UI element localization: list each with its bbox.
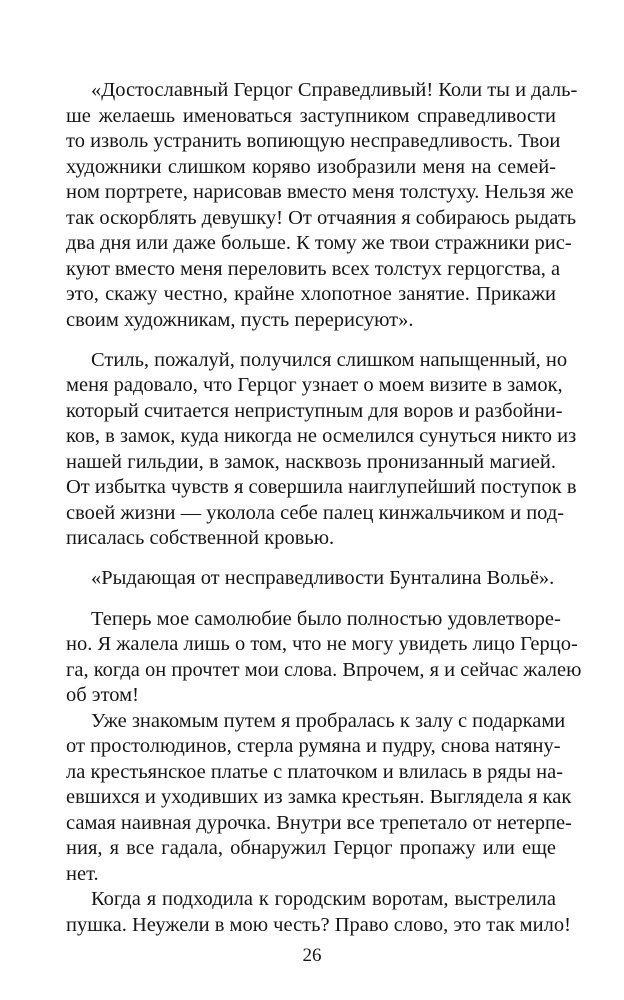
text-line: евшихся и уходивших из замка крестьян. Выглядела я как [66,786,572,808]
text-line: Уже знакомым путем я пробралась к залу с подарками [91,710,566,732]
text-line: своим художникам, пусть перерисуют». [66,309,414,331]
text-line: ков, в замок, куда никогда не осмелился сунуться никто из [66,425,577,447]
text-line: то изволь устранить вопиющую несправедливость. Твои [66,130,561,152]
text-line: га, когда он прочтет мои слова. Впрочем, я и сейчас жалею [66,659,582,681]
text-line: самая наивная дурочка. Внутри все трепетало от нетерпе- [66,812,572,834]
page-number: 26 [302,945,322,966]
text-line: нет. [66,863,99,885]
text-line: нашей гильдии, в замок, насквозь пронизанный магией. [66,451,556,473]
text-line: своей жизни — уколола себе палец кинжальчиком и под- [66,502,565,524]
text-line: Теперь мое самолюбие было полностью удовлетворе- [91,608,561,630]
text-line: два дня или даже больше. К тому же твои стражники рис- [66,232,572,254]
text-line: меня радовало, что Герцог узнает о моем визите в замок, [66,374,563,396]
text-line: «Достославный Герцог Справедливый! Коли ты и даль- [91,79,578,101]
text-line: ния, я все гадала, обнаружил Герцог пропажу или еще [66,837,556,859]
text-line: от простолюдинов, стерла румяна и пудру, снова натяну- [66,735,561,757]
text-line: так оскорблять девушку! От отчаяния я собираюсь рыдать [66,207,577,229]
text-line: это, скажу честно, крайне хлопотное занятие. Прикажи [66,283,556,305]
signature-line: «Рыдающая от несправедливости Бунталина Вольё». [91,567,555,589]
text-line: ном портрете, нарисовав вместо меня толстуху. Нельзя же [66,181,574,203]
text-line: художники слишком коряво изобразили меня на семей- [66,156,556,178]
text-line: пушка. Неужели в мою честь? Право слово, это так мило! [66,914,571,936]
text-line: Когда я подходила к городским воротам, выстрелила [91,888,556,910]
text-line: но. Я жалела лишь о том, что не могу увидеть лицо Герцо- [66,633,578,655]
text-line: Стиль, пожалуй, получился слишком напыщенный, но [91,349,568,371]
text-line: ше желаешь именоваться заступником справедливости [66,105,556,127]
text-line: куют вместо меня переловить всех толстух герцогства, а [66,258,561,280]
text-line: От избытка чувств я совершила наиглупейший поступок в [66,476,577,498]
text-line: писалась собственной кровью. [66,527,335,549]
text-line: который считается неприступным для воров и разбойни- [66,400,563,422]
text-line: об этом! [66,684,139,706]
text-line: ла крестьянское платье с платочком и влилась в ряды на- [66,761,564,783]
